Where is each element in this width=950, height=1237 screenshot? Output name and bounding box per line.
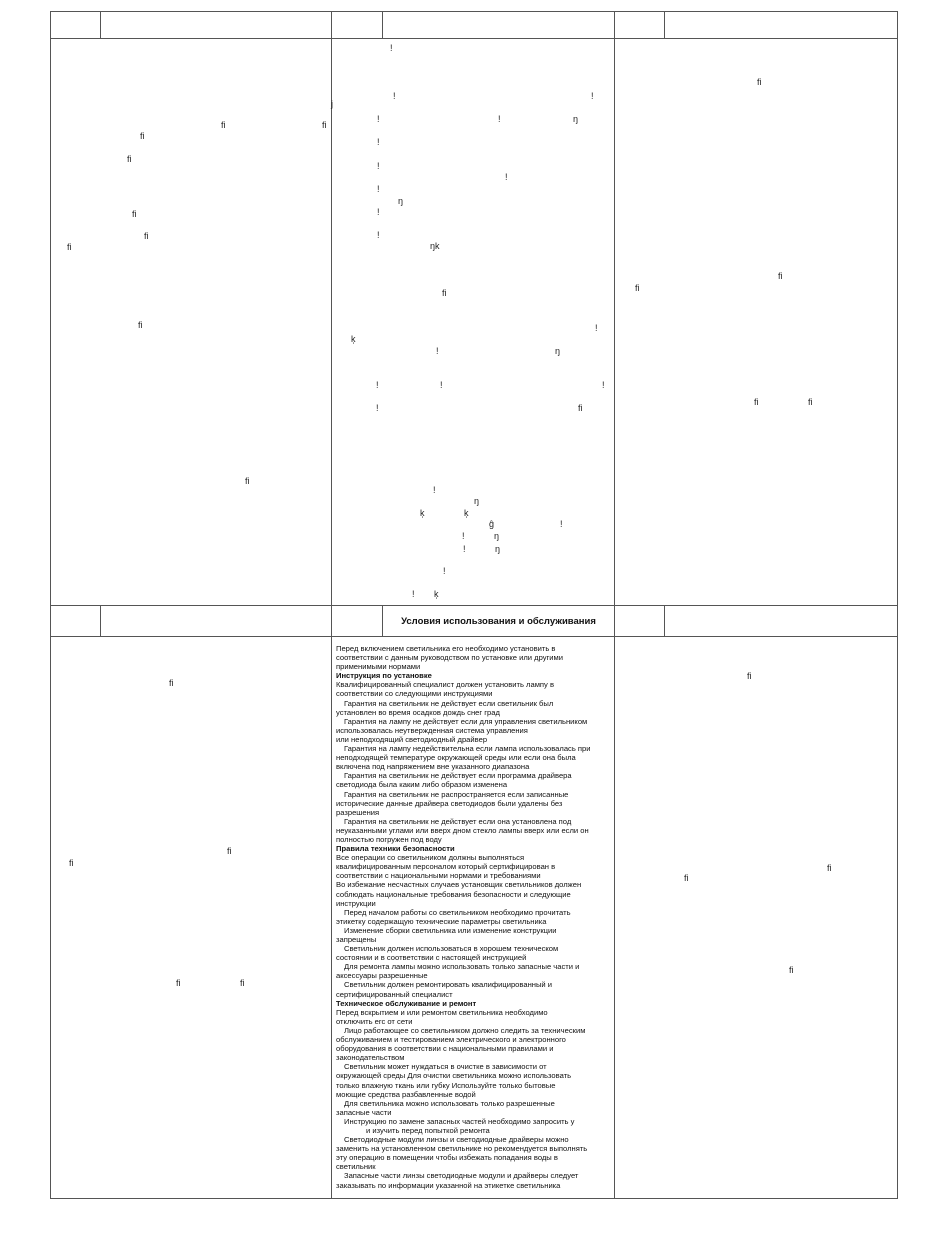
text-line: окружающей среды Для очистки светильника можно использовать [336, 1071, 572, 1081]
stray-glyph: ﬁ [245, 476, 250, 486]
stray-glyph: ! [376, 380, 379, 390]
stray-glyph: ! [377, 137, 380, 147]
text-line: соответствии с данным руководством по установке или другими [336, 653, 563, 663]
text-line: применимыми нормами [336, 662, 421, 672]
stray-glyph: ﬁ [578, 403, 583, 413]
stray-glyph: ﬁ [684, 873, 689, 883]
text-line: заказывать по информации указанной на этикетке светильника [336, 1180, 561, 1190]
stray-glyph: ﬁ [754, 397, 759, 407]
stray-glyph: ! [377, 207, 380, 217]
stray-glyph: ! [433, 485, 436, 495]
text-line: квалифицированным персоналом который сертифицирован в [336, 862, 556, 872]
stray-glyph: ﬁ [240, 978, 245, 988]
text-line: аксессуары разрешенные [336, 971, 428, 981]
stray-glyph: ķ [351, 334, 356, 344]
text-line: заменить на установленном светильнике но рекомендуется выполнять [336, 1144, 588, 1154]
text-line: светильник [336, 1162, 376, 1172]
stray-glyph: ﬁ [778, 271, 783, 281]
row-divider-header-1 [50, 38, 898, 39]
stray-glyph: ķ [420, 508, 425, 518]
stray-glyph: ŋk [430, 241, 440, 251]
stray-glyph: ﬁ [442, 288, 447, 298]
stray-glyph: j [331, 99, 333, 109]
text-line: Перед началом работы со светильником необходимо прочитать [344, 907, 571, 917]
header-subdivider-c1 [664, 11, 665, 38]
text-line: законодательством [336, 1053, 405, 1063]
stray-glyph: ŋ [573, 114, 579, 124]
stray-glyph: ﬁ [138, 320, 143, 330]
stray-glyph: ķ [464, 508, 469, 518]
stray-glyph: ŋ [474, 496, 480, 506]
text-line: запасные части [336, 1107, 392, 1117]
stray-glyph: ﬁ [67, 242, 72, 252]
text-line: состоянии и в соответствии с настоящей инструкцией [336, 953, 527, 963]
text-line: Светильник должен ремонтировать квалифицированный и [344, 980, 553, 990]
row-divider-header-2 [50, 636, 898, 637]
text-line: сертифицированный специалист [336, 989, 453, 999]
text-line: установлен во время осадков дождь снег град [336, 707, 500, 717]
text-line: Изменение сборки светильника или изменение конструкции [344, 925, 557, 935]
stray-glyph: ﬁ [132, 209, 137, 219]
text-line: Гарантия на светильник не действует если она установлена под [344, 816, 572, 826]
instructions-text-block [336, 644, 616, 1190]
text-line: Светильник должен использоваться в хорошем техническом [344, 944, 559, 954]
stray-glyph: ﬁ [227, 846, 232, 856]
text-line: включена под напряжением вне указанного диапазона [336, 762, 530, 772]
text-line: Перед включением светильника его необходимо установить в [336, 644, 556, 653]
stray-glyph: ! [436, 346, 439, 356]
text-line: Лицо работающее со светильником должно следить за техническим [344, 1025, 586, 1035]
text-line: Инструкцию по замене запасных частей необходимо запросить у [344, 1116, 575, 1126]
header-subdivider-b1 [382, 11, 383, 38]
text-line: инструкции [336, 898, 376, 908]
stray-glyph: ! [393, 91, 396, 101]
text-line: неподходящей температуре окружающей среды или если она была [336, 753, 576, 763]
stray-glyph: ﬁ [176, 978, 181, 988]
text-line: использовалась неутвержденная система управления [336, 725, 528, 735]
stray-glyph: ! [377, 230, 380, 240]
text-line: соответствии с национальными нормами и требованиями [336, 871, 541, 881]
stray-glyph: ﬁ [827, 863, 832, 873]
stray-glyph: ﬁ [808, 397, 813, 407]
stray-glyph: ﬁ [169, 678, 174, 688]
text-line: разрешения [336, 807, 380, 817]
subheading: Инструкция по установке [336, 671, 432, 681]
stray-glyph: ! [377, 114, 380, 124]
text-line: Гарантия на светильник не действует если программа драйвера [344, 771, 572, 781]
stray-glyph: ! [377, 161, 380, 171]
text-line: соблюдать национальные требования безопасности и следующие [336, 889, 571, 899]
stray-glyph: ! [412, 589, 415, 599]
section-heading: Условия использования и обслуживания [401, 615, 596, 627]
text-line: отключить егс от сети [336, 1016, 413, 1026]
stray-glyph: ! [440, 380, 443, 390]
stray-glyph: ﬁ [127, 154, 132, 164]
stray-glyph: ! [376, 403, 379, 413]
stray-glyph: ﬁ [221, 120, 226, 130]
stray-glyph: ! [560, 519, 563, 529]
text-line: Для ремонта лампы можно использовать только запасные части и [344, 962, 580, 972]
stray-glyph: ! [595, 323, 598, 333]
text-line: Гарантия на лампу не действует если для управления светильником [344, 716, 588, 726]
text-line: Все операции со светильником должны выполняться [336, 853, 525, 863]
stray-glyph: ŋ [495, 544, 501, 554]
stray-glyph: ŋ [494, 531, 500, 541]
text-line: Перед вскрытием и или ремонтом светильника необходимо [336, 1007, 548, 1017]
text-line: светодиода была каким либо образом изменена [336, 780, 508, 790]
text-line: Запасные части линзы светодиодные модули и драйверы следует [344, 1171, 579, 1181]
stray-glyph: ﬁ [789, 965, 794, 975]
text-line: или неподходящий светодиодный драйвер [336, 734, 488, 744]
text-line: Для светильника можно использовать только разрешенные [344, 1098, 555, 1108]
stray-glyph: ŋ [398, 196, 404, 206]
stray-glyph: ﬁ [144, 231, 149, 241]
stray-glyph: ŋ [555, 346, 561, 356]
stray-glyph: ! [377, 184, 380, 194]
header-subdivider-a2 [100, 606, 101, 636]
stray-glyph: ! [462, 531, 465, 541]
stray-glyph: ! [498, 114, 501, 124]
header-subdivider-c2 [664, 606, 665, 636]
text-line: исторические данные драйвера светодиодов были удалены без [336, 798, 563, 808]
text-line: Гарантия на светильник не распространяется если записанные [344, 789, 569, 799]
text-line: Светодиодные модули линзы и светодиодные драйверы можно [344, 1135, 569, 1145]
text-line: Светильник может нуждаться в очистке в зависимости от [344, 1062, 547, 1072]
text-line: и изучить перед попыткой ремонта [366, 1125, 490, 1135]
header-subdivider-a1 [100, 11, 101, 38]
text-line: запрещены [336, 935, 377, 944]
text-line: Квалифицированный специалист должен установить лампу в [336, 680, 554, 690]
text-line: оборудования в соответствии с национальными правилами и [336, 1044, 554, 1054]
text-line: моющие средства разбавленные водой [336, 1089, 476, 1099]
stray-glyph: ﬁ [140, 131, 145, 141]
stray-glyph: ! [390, 43, 393, 53]
stray-glyph: ! [443, 566, 446, 576]
stray-glyph: ĝ [489, 519, 495, 529]
text-line: полностью погружен под воду [336, 834, 442, 844]
stray-glyph: ! [505, 172, 508, 182]
text-line: Гарантия на лампу недействительна если лампа использовалась при [344, 744, 591, 754]
text-line: этикетку содержащую технические параметры светильника [336, 916, 547, 926]
stray-glyph: ! [602, 380, 605, 390]
text-line: эту операцию в помещении чтобы избежать попадания воды в [336, 1153, 558, 1163]
stray-glyph: ! [591, 91, 594, 101]
text-line: обслуживанием и тестированием электрического и электронного [336, 1035, 566, 1045]
text-line: неуказанными углами или вверх дном стекло лампы вверх или если он [336, 825, 589, 835]
stray-glyph: ķ [434, 589, 439, 599]
stray-glyph: ﬁ [69, 858, 74, 868]
stray-glyph: ﬁ [322, 120, 327, 130]
stray-glyph: ﬁ [747, 671, 752, 681]
stray-glyph: ﬁ [757, 77, 762, 87]
stray-glyph: ! [463, 544, 466, 554]
text-line: только влажную ткань или губку Используйте только бытовые [336, 1080, 556, 1090]
text-line: соответствии со следующими инструкциями [336, 689, 493, 699]
stray-glyph: ﬁ [635, 283, 640, 293]
text-line: Во избежание несчастных случаев установщик светильников должен [336, 880, 582, 890]
subheading: Техническое обслуживание и ремонт [336, 998, 477, 1008]
text-line: Гарантия на светильник не действует если светильник был [344, 698, 554, 708]
subheading: Правила техники безопасности [336, 844, 455, 854]
